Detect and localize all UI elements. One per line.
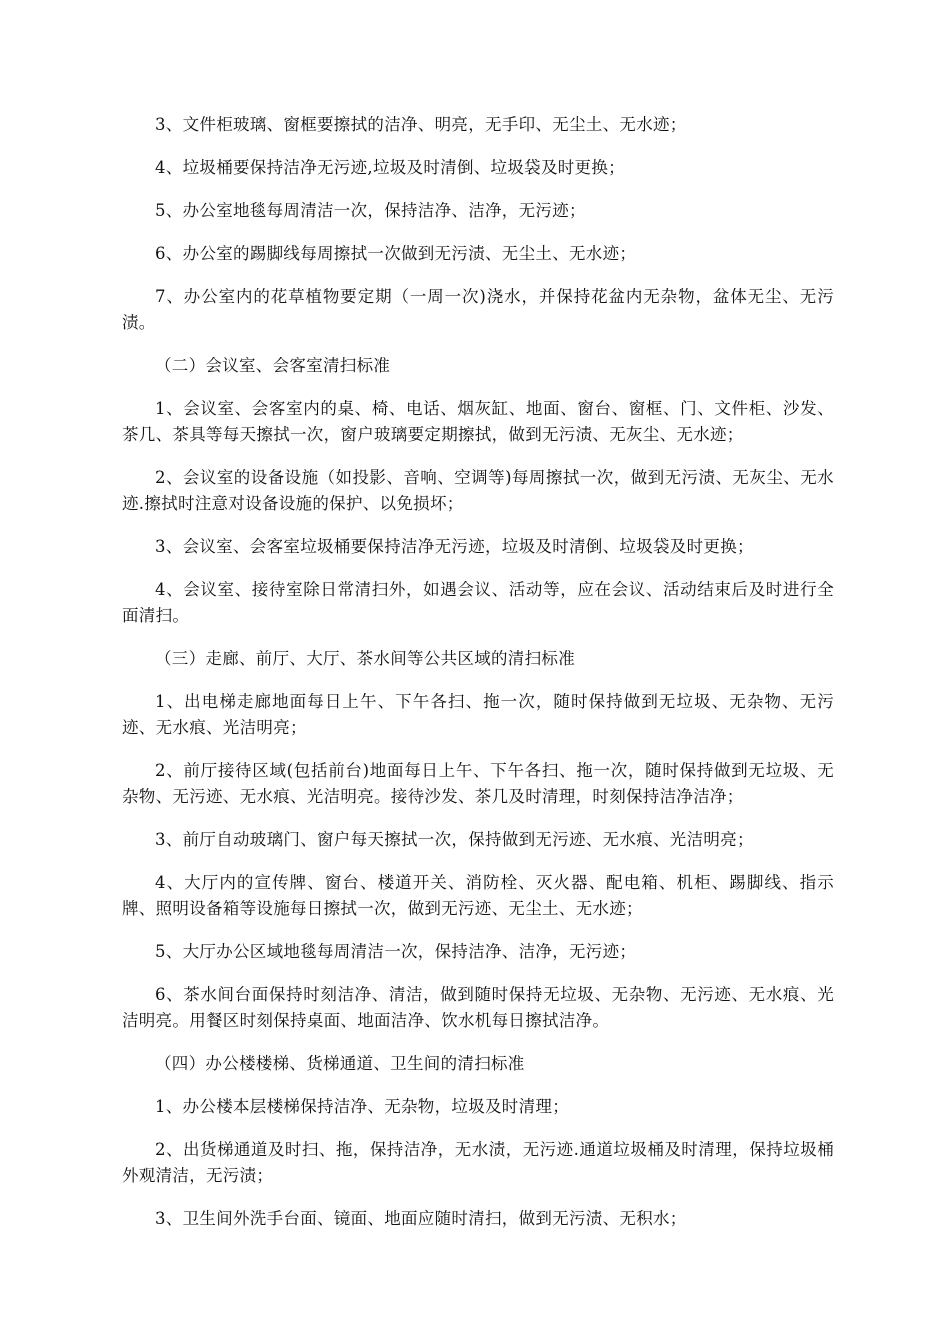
paragraph-item: 2、出货梯通道及时扫、拖，保持洁净，无水渍，无污迹.通道垃圾桶及时清理，保持垃圾桶外观清洁，无污渍； [122, 1140, 834, 1185]
paragraph-item: 4、会议室、接待室除日常清扫外，如遇会议、活动等，应在会议、活动结束后及时进行全面清扫。 [122, 580, 834, 625]
paragraph-item: 4、垃圾桶要保持洁净无污迹,垃圾及时清倒、垃圾袋及时更换； [155, 158, 625, 177]
paragraph-item: 3、会议室、会客室垃圾桶要保持洁净无污迹，垃圾及时清倒、垃圾袋及时更换； [155, 537, 754, 556]
paragraph-item: 1、办公楼本层楼梯保持洁净、无杂物，垃圾及时清理； [155, 1097, 569, 1116]
section-heading: （三）走廊、前厅、大厅、茶水间等公共区域的清扫标准 [155, 649, 575, 668]
paragraph-item: 6、办公室的踢脚线每周擦拭一次做到无污渍、无尘土、无水迹； [155, 244, 637, 263]
section-heading: （四）办公楼楼梯、货梯通道、卫生间的清扫标准 [155, 1054, 525, 1073]
paragraph-item: 3、文件柜玻璃、窗框要擦拭的洁净、明亮，无手印、无尘土、无水迹； [155, 115, 687, 134]
paragraph-item: 3、卫生间外洗手台面、镜面、地面应随时清扫，做到无污渍、无积水； [155, 1209, 687, 1228]
paragraph-item: 6、茶水间台面保持时刻洁净、清洁，做到随时保持无垃圾、无杂物、无污迹、无水痕、光洁明亮。用餐区时刻保持桌面、地面洁净、饮水机每日擦拭洁净。 [122, 985, 834, 1030]
paragraph-item: 5、办公室地毯每周清洁一次，保持洁净、洁净，无污迹； [155, 201, 586, 220]
paragraph-item: 1、会议室、会客室内的桌、椅、电话、烟灰缸、地面、窗台、窗框、门、文件柜、沙发、茶几、茶具等每天擦拭一次，窗户玻璃要定期擦拭，做到无污渍、无灰尘、无水迹； [122, 399, 834, 444]
document-body [122, 112, 834, 1249]
paragraph-item: 4、大厅内的宣传牌、窗台、楼道开关、消防栓、灭火器、配电箱、机柜、踢脚线、指示牌、照明设备箱等设施每日擦拭一次，做到无污迹、无尘土、无水迹； [122, 873, 834, 918]
paragraph-item: 1、出电梯走廊地面每日上午、下午各扫、拖一次，随时保持做到无垃圾、无杂物、无污迹、无水痕、光洁明亮； [122, 692, 834, 737]
section-heading: （二）会议室、会客室清扫标准 [155, 356, 391, 375]
paragraph-item: 2、前厅接待区域(包括前台)地面每日上午、下午各扫、拖一次，随时保持做到无垃圾、无杂物、无污迹、无水痕、光洁明亮。接待沙发、茶几及时清理，时刻保持洁净洁净； [122, 761, 834, 806]
paragraph-item: 7、办公室内的花草植物要定期（一周一次)浇水，并保持花盆内无杂物，盆体无尘、无污渍。 [122, 287, 834, 332]
paragraph-item: 3、前厅自动玻璃门、窗户每天擦拭一次，保持做到无污迹、无水痕、光洁明亮； [155, 830, 754, 849]
paragraph-item: 5、大厅办公区域地毯每周清洁一次，保持洁净、洁净，无污迹； [155, 942, 637, 961]
paragraph-item: 2、会议室的设备设施（如投影、音响、空调等)每周擦拭一次，做到无污渍、无灰尘、无水迹.擦拭时注意对设备设施的保护、以免损坏； [122, 468, 834, 513]
